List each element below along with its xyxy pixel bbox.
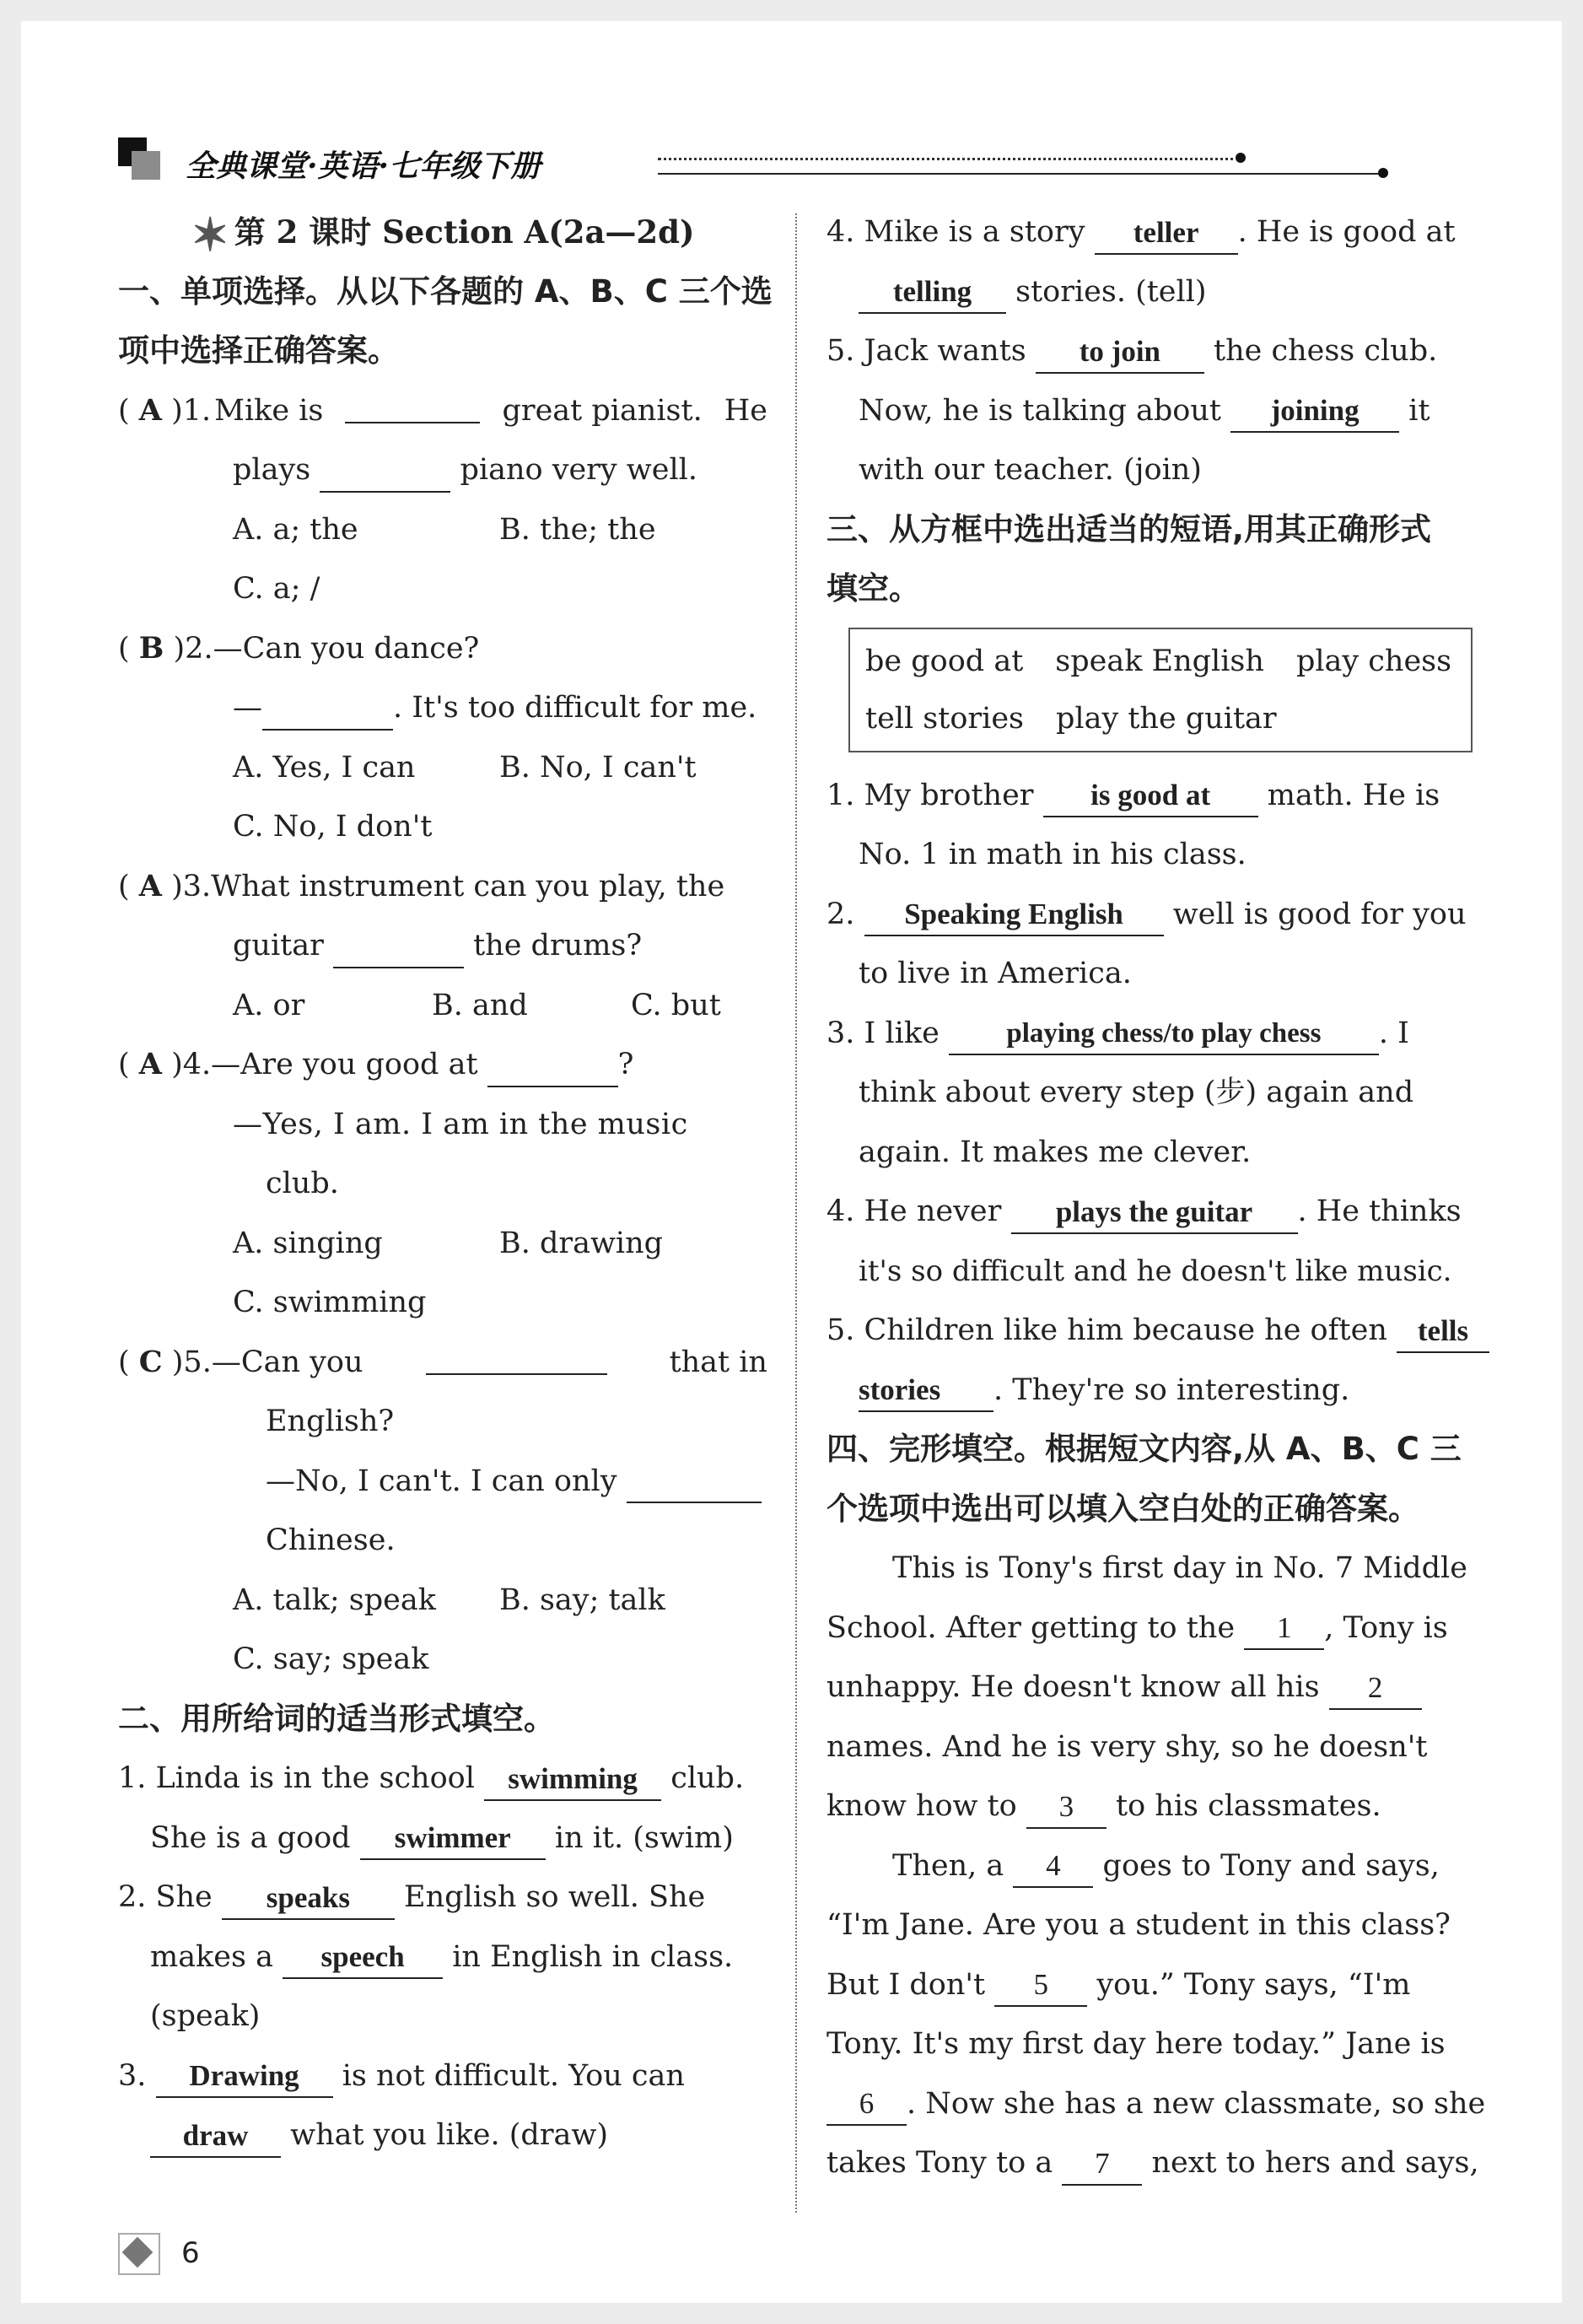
answer-blank: tells [1397, 1311, 1489, 1353]
blank [320, 450, 450, 493]
header-logo-blocks [118, 137, 160, 180]
question-5-cont: English? [266, 1405, 395, 1438]
answer-blank: swimming [484, 1759, 661, 1801]
answer-blank: draw [150, 2116, 281, 2158]
answer: A [138, 868, 162, 903]
answer-blank: is good at [1043, 775, 1258, 817]
blank [627, 1461, 762, 1503]
answer-blank: speech [283, 1937, 443, 1979]
answer-blank: to join [1036, 332, 1204, 374]
phrase-box-row [865, 633, 1456, 690]
section1-title: 一、单项选择。从以下各题的 A、B、C 三个选 [118, 272, 773, 310]
fill-item-4-cont: telling stories. (tell) [826, 262, 1476, 322]
phrase: speak English [1055, 644, 1264, 678]
fill-item-5: 5. Jack wants to join the chess club. [826, 321, 1476, 381]
header-dot [1378, 168, 1388, 178]
question-4-cont2: club. [266, 1167, 339, 1200]
question-4-option-c: C. swimming [233, 1286, 427, 1319]
question-5-cont3: Chinese. [266, 1523, 396, 1557]
answer-blank: plays the guitar [1011, 1192, 1298, 1234]
cloze-blank: 5 [994, 1965, 1087, 2007]
workbook-page [21, 21, 1562, 2303]
fill-item-4: 4. Mike is a story teller . He is good at [826, 202, 1476, 262]
blank [426, 1333, 607, 1375]
question-1-option-c: C. a; / [233, 572, 320, 606]
lesson-title: ✶ 第 2 课时 Section A(2a—2d) [118, 202, 767, 262]
phrase-box-row [865, 690, 1456, 747]
phrase: tell stories [865, 701, 1024, 736]
cloze-line: But I don't 5 you.” Tony says, “I'm [826, 1955, 1476, 2015]
question-2-cont: — . It's too difficult for me. [118, 678, 767, 738]
column-divider [795, 213, 797, 2213]
phrase-item-3-cont: think about every step (步) again and [859, 1076, 1414, 1109]
page-number: 6 [181, 2236, 200, 2270]
cloze-blank: 4 [1013, 1846, 1093, 1888]
right-column [826, 202, 1486, 2193]
question-2-options: A. Yes, I can B. No, I can't [233, 750, 697, 785]
answer-blank: Speaking English [864, 894, 1164, 936]
question-4-cont: —Yes, I am. I am in the music [233, 1107, 688, 1141]
fill-item-5-cont2: with our teacher. (join) [859, 453, 1202, 487]
cloze-line: This is Tony's first day in No. 7 Middle [892, 1551, 1467, 1585]
question-5-option-c: C. say; speak [233, 1642, 429, 1676]
cloze-line: 6 . Now she has a new classmate, so she [826, 2074, 1476, 2134]
question-1-cont: plays piano very well. [118, 440, 767, 500]
header-dot [1236, 153, 1246, 163]
fill-item-3: 3. Drawing is not difficult. You can [118, 2046, 767, 2106]
section1-title-cont: 项中选择正确答案。 [118, 332, 399, 369]
section4-title: 四、完形填空。根据短文内容,从 A、B、C 三 [826, 1431, 1462, 1467]
blank [487, 1045, 618, 1087]
question-5-cont2: —No, I can't. I can only [118, 1452, 767, 1512]
page-header [118, 137, 1383, 188]
question-2-option-c: C. No, I don't [233, 810, 433, 844]
fill-item-5-cont: Now, he is talking about joining it [826, 381, 1476, 441]
question-4: ( A )4.—Are you good at ? [118, 1035, 767, 1095]
fill-item-3-cont: draw what you like. (draw) [118, 2106, 767, 2165]
answer-blank: speaks [222, 1878, 395, 1920]
phrase-item-2-cont: to live in America. [859, 957, 1132, 990]
phrase-item-4-cont: it's so difficult and he doesn't like music. [859, 1254, 1452, 1288]
question-1: ( A )1. Mike is great pianist. He [118, 381, 767, 441]
question-5-options: A. talk; speak B. say; talk [233, 1583, 665, 1617]
phrase: play chess [1295, 644, 1452, 678]
answer: A [138, 1047, 162, 1081]
cloze-line: names. And he is very shy, so he doesn't [826, 1729, 1428, 1764]
question-3-cont: guitar the drums? [118, 916, 767, 976]
cloze-line: know how to 3 to his classmates. [826, 1777, 1476, 1836]
fill-item-2: 2. She speaks English so well. She [118, 1868, 767, 1928]
star-icon: ✶ [191, 208, 229, 262]
header-title: 全典课堂·英语·七年级下册 [186, 148, 541, 184]
phrase-box [848, 628, 1473, 752]
answer-blank: teller [1095, 213, 1238, 255]
phrase-item-2: 2. Speaking English well is good for you [826, 885, 1476, 945]
phrase-item-3-cont2: again. It makes me clever. [859, 1135, 1252, 1169]
phrase-item-1-cont: No. 1 in math in his class. [859, 838, 1246, 871]
question-4-options: A. singing B. drawing [233, 1226, 664, 1260]
cloze-line: takes Tony to a 7 next to hers and says, [826, 2133, 1476, 2193]
cloze-line: unhappy. He doesn't know all his 2 [826, 1658, 1476, 1717]
phrase-item-5: 5. Children like him because he often tells [826, 1301, 1476, 1361]
section3-title-cont: 填空。 [826, 570, 920, 607]
answer: A [138, 392, 162, 428]
section2-title: 二、用所给词的适当形式填空。 [118, 1700, 555, 1737]
phrase: be good at [865, 644, 1024, 678]
cloze-blank: 3 [1026, 1787, 1106, 1829]
question-3: ( A )3.What instrument can you play, the [118, 857, 767, 917]
blank [345, 381, 480, 423]
phrase: play the guitar [1056, 701, 1277, 736]
section4-title-cont: 个选项中选出可以填入空白处的正确答案。 [826, 1490, 1419, 1527]
answer-blank: Drawing [156, 2056, 333, 2098]
blank [333, 926, 464, 968]
answer-blank: swimmer [360, 1818, 546, 1860]
cloze-line: Then, a 4 goes to Tony and says, [826, 1836, 1476, 1896]
phrase-item-1: 1. My brother is good at math. He is [826, 766, 1476, 826]
fill-item-1-cont: She is a good swimmer in it. (swim) [118, 1809, 767, 1868]
question-1-options: A. a; the B. the; the [233, 512, 656, 547]
answer-blank: playing chess/to play chess [949, 1013, 1379, 1055]
cloze-line: School. After getting to the 1 , Tony is [826, 1599, 1476, 1658]
answer-blank: telling [859, 272, 1006, 314]
header-rule [658, 173, 1383, 175]
answer-blank: stories [859, 1370, 993, 1412]
cloze-blank: 7 [1062, 2143, 1142, 2186]
section3-title: 三、从方框中选出适当的短语,用其正确形式 [826, 510, 1432, 547]
answer: C [138, 1344, 163, 1379]
answer-blank: joining [1230, 391, 1399, 433]
fill-item-2-cont2: (speak) [150, 1999, 261, 2033]
cloze-line: “I'm Jane. Are you a student in this class? [826, 1908, 1451, 1942]
fill-item-2-cont: makes a speech in English in class. [118, 1928, 767, 1987]
diamond-icon [118, 2233, 160, 2275]
answer: B [138, 630, 164, 666]
header-dotted-rule [658, 158, 1240, 160]
question-5: ( C )5.—Can you that in [118, 1333, 767, 1393]
question-2: ( B )2.—Can you dance? [118, 630, 480, 666]
cloze-blank: 6 [826, 2084, 907, 2126]
cloze-line: Tony. It's my first day here today.” Jane is [826, 2027, 1446, 2061]
phrase-item-5-cont: stories . They're so interesting. [826, 1361, 1476, 1421]
blank [262, 688, 393, 731]
cloze-blank: 1 [1244, 1608, 1324, 1650]
question-3-options: A. or B. and C. but [233, 988, 721, 1022]
fill-item-1: 1. Linda is in the school swimming club. [118, 1749, 767, 1809]
phrase-item-4: 4. He never plays the guitar . He thinks [826, 1182, 1476, 1242]
phrase-item-3: 3. I like playing chess/to play chess . I [826, 1004, 1476, 1064]
left-column [118, 202, 773, 2165]
cloze-blank: 2 [1329, 1668, 1422, 1710]
